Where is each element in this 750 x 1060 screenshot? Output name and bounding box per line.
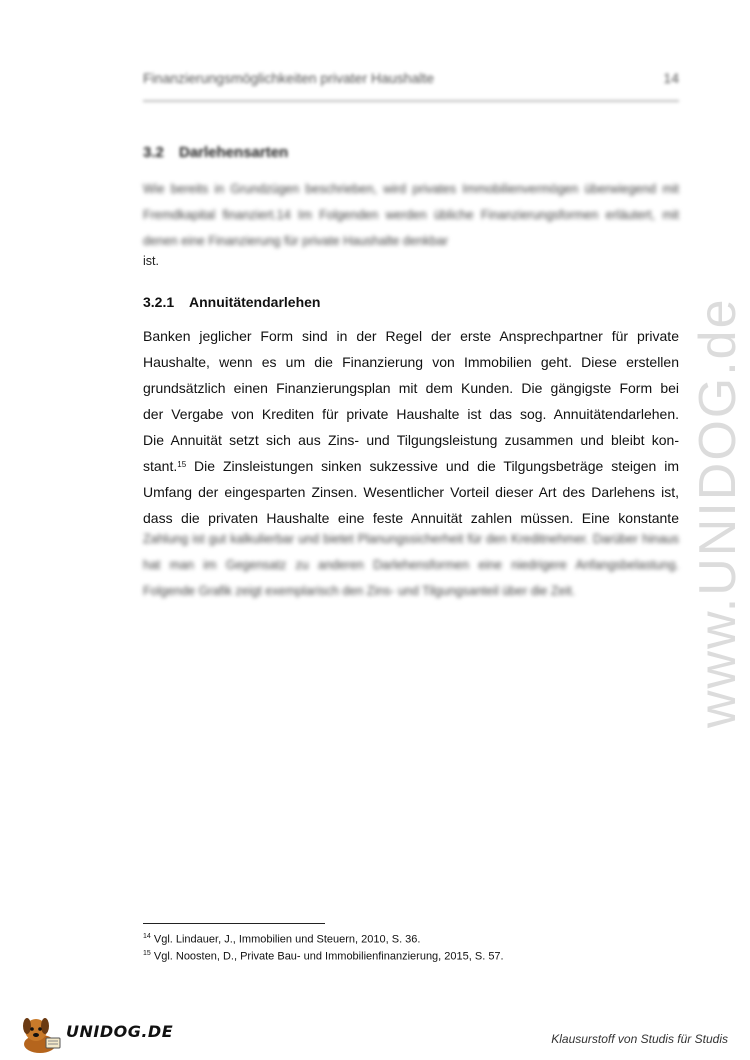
section-number: 3.2 [143, 144, 164, 161]
footnotes [143, 930, 703, 963]
body-line: der Vergabe von Krediten für private Haushalte ist das sog. Annuitätendarlehen. [143, 406, 679, 422]
logo-text: UNIDOG.DE [66, 1022, 174, 1041]
body-line: grundsätzlich einen Finanzierungsplan mit dem Kunden. Die gängigste Form bei [143, 380, 679, 396]
subsection-heading [143, 294, 320, 310]
running-header [143, 70, 679, 102]
intro-paragraph: Wie bereits in Grundzügen beschrieben, wird privates Immobilienvermögen überwiegend mit Fremdkapital finanziert.14 Im Folgenden werden übliche Finanzierungsformen erläutert, mit denen eine Finanzierung für private Haushalte denkbar [143, 182, 679, 248]
body-line [143, 453, 679, 479]
footnote-text: Vgl. Lindauer, J., Immobilien und Steuern, 2010, S. 36. [153, 933, 421, 946]
page-number: 14 [663, 70, 679, 86]
body-line: Banken jeglicher Form sind in der Regel der erste Ansprechpartner für private [143, 328, 679, 344]
header-title: Finanzierungsmöglichkeiten privater Haushalte [143, 70, 435, 86]
footnote-text: Vgl. Noosten, D., Private Bau- und Immobilienfinanzierung, 2015, S. 57. [153, 950, 504, 963]
watermark: www.UNIDOG.de [689, 297, 747, 728]
body-paragraph [143, 323, 679, 531]
footnote-number: 14 [143, 933, 151, 940]
body-text-fragment: Die Zinsleistungen sinken sukzessive und die Tilgungsbeträge steigen im [186, 458, 679, 474]
footnote [143, 947, 703, 964]
section-title: Darlehensarten [179, 144, 289, 161]
blurred-paragraph: Zahlung ist gut kalkulierbar und bietet Planungssicherheit für den Kreditnehmer. Darüber hinaus hat man im Gegensatz zu anderen Darlehensformen eine niedrigere Anfangsbelastung. Folgende Grafik zeigt exemplarisch den Zins- und Tilgungsanteil über die Zeit. [143, 532, 679, 598]
footnote-reference: 15 [177, 460, 187, 469]
unidog-logo[interactable] [16, 1014, 174, 1054]
dog-mascot-icon [16, 1014, 64, 1054]
body-text-fragment: stant. [143, 458, 178, 474]
body-line: Haushalte, wenn es um die Finanzierung von Immobilien geht. Diese erstellen [143, 354, 679, 370]
footer-tagline: Klausurstoff von Studis für Studis [551, 1032, 728, 1046]
body-line: Die Annuität setzt sich aus Zins- und Tilgungsleistung zusammen und bleibt kon- [143, 432, 679, 448]
body-line: Umfang der eingesparten Zinsen. Wesentlicher Vorteil dieser Art des Darlehens ist, [143, 484, 679, 500]
intro-paragraph-tail: ist. [143, 254, 159, 268]
body-line: dass die privaten Haushalte eine feste Annuität zahlen müssen. Eine konstante [143, 510, 679, 526]
section-heading [143, 144, 288, 161]
footnote-divider [143, 923, 325, 924]
subsection-number: 3.2.1 [143, 294, 175, 310]
footnote [143, 930, 703, 947]
footnote-number: 15 [143, 949, 151, 957]
subsection-title: Annuitätendarlehen [189, 294, 321, 310]
